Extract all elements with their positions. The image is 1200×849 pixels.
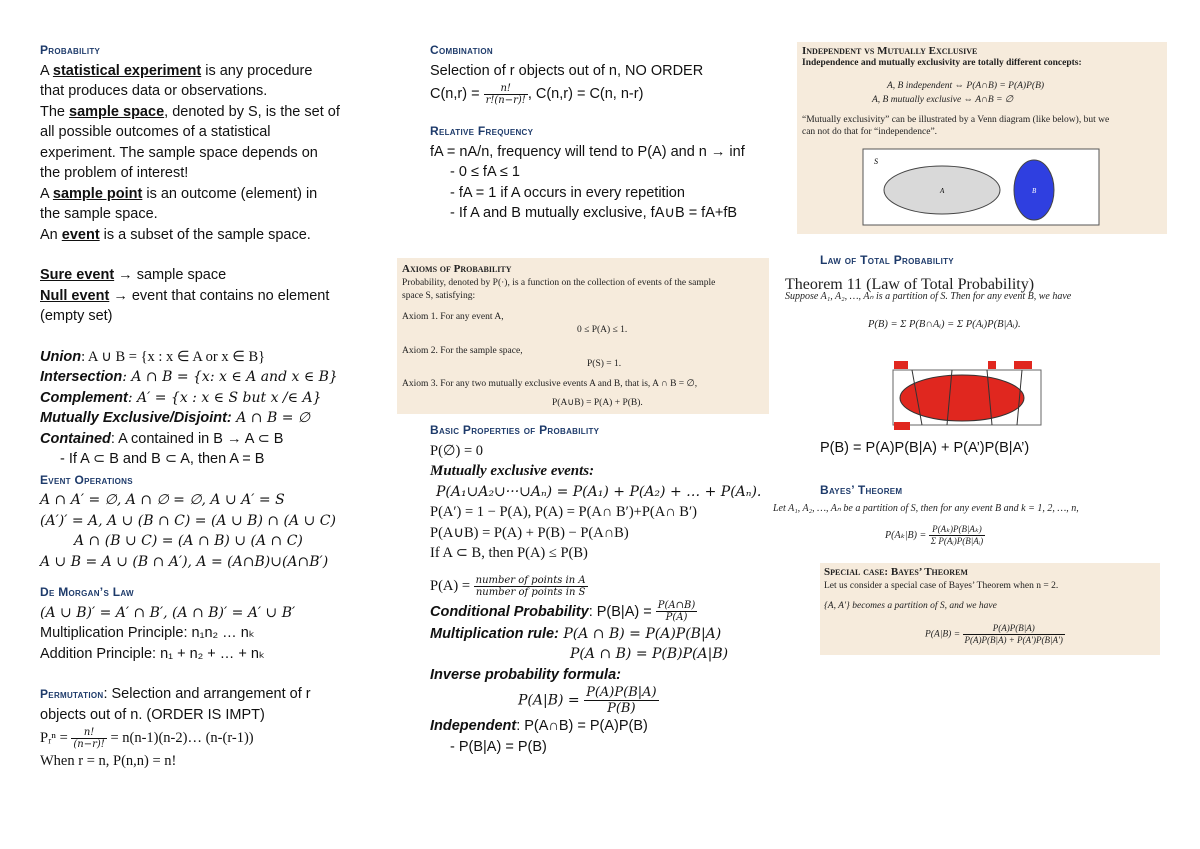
basic-properties-heading: Basic Properties of Probability	[430, 423, 600, 437]
statistical-experiment-def: A statistical experiment is any procedure	[40, 62, 313, 79]
special-bayes-formula: P(A|B) = $\frac{P(A)P(B|A)}{P(A)P(B|A) + P(A')P(B|A')}$	[925, 623, 1063, 645]
probability-heading: Probability	[40, 43, 101, 57]
bayes-sub: Let A₁, A₂, …, Aₙ be a partition of S, then for any event B and k = 1, 2, …, n,	[773, 503, 1079, 514]
relfreq-item: - 0 ≤ fA ≤ 1	[450, 164, 520, 180]
op-line: A ∪ B = A ∪ (B ∩ A′), A = (A∩B)∪(A∩B′)	[40, 553, 329, 570]
mutex-def: Mutually Exclusive/Disjoint: A ∩ B = ∅	[40, 410, 311, 426]
special-bayes-sub: {A, A′} becomes a partition of S, and we have	[824, 601, 997, 611]
venn-a-label: A	[940, 187, 945, 195]
text-line: objects out of n. (ORDER IS IMPT)	[40, 706, 265, 723]
axiom-1-formula: 0 ≤ P(A) ≤ 1.	[577, 325, 628, 335]
independence-formula: A, B independent ⇔ P(A∩B) = P(A)P(B)	[887, 81, 1045, 91]
independent-def: Independent: P(A∩B) = P(A)P(B)	[430, 718, 648, 734]
relfreq-item: - fA = 1 if A occurs in every repetition	[450, 184, 685, 201]
multiplication-rule: Multiplication rule: P(A ∩ B) = P(A)P(B|A)	[430, 625, 722, 642]
venn-b-label: B	[1032, 187, 1037, 195]
bayes-panel	[770, 503, 1190, 547]
partition-label-box	[1014, 361, 1032, 369]
ltp-title: Theorem 11 (Law of Total Probability)	[785, 276, 1035, 293]
text-line: the sample space.	[40, 206, 158, 222]
axiom-1: Axiom 1. For any event A,	[402, 312, 504, 322]
column-2-lower	[430, 420, 790, 757]
axioms-intro: Probability, denoted by P(·), is a function on the collection of events of the sample	[402, 278, 716, 288]
text-line: all possible outcomes of a statistical	[40, 124, 271, 140]
sure-event: Sure event → sample space	[40, 267, 227, 283]
axioms-panel	[397, 258, 769, 414]
law-total-probability-heading: Law of Total Probability	[820, 253, 954, 267]
addition-principle: Addition Principle: n₁ + n₂ + … + nₖ	[40, 645, 266, 662]
de-morgan-heading: De Morgan’s Law	[40, 585, 134, 599]
text-line: experiment. The sample space depends on	[40, 144, 318, 161]
combination-desc: Selection of r objects out of n, NO ORDER	[430, 62, 704, 79]
relative-frequency-def: fA = nA/n, frequency will tend to P(A) and n → inf	[430, 143, 745, 160]
independence-note: can not do that for “independence”.	[802, 127, 938, 137]
text-line: that produces data or observations.	[40, 83, 268, 99]
inverse-probability-formula: P(A|B) = $\frac{P(A)P(B|A)}{P(B)}$	[518, 685, 657, 716]
union-def: Union: A ∪ B = {x : x ∈ A or x ∈ B}	[40, 348, 266, 365]
partition-diagram	[892, 360, 1042, 432]
axiom-3-formula: P(A∪B) = P(A) + P(B).	[552, 398, 643, 408]
prop-line: P(∅) = 0	[430, 442, 484, 459]
axiom-2: Axiom 2. For the sample space,	[402, 346, 523, 356]
sample-space-def: The sample space, denoted by S, is the set of	[40, 103, 340, 120]
relfreq-item: - If A and B mutually exclusive, fA∪B = fA+fB	[450, 205, 738, 221]
complement-def: Complement: A′ = {x : x ∈ S but x /∈ A}	[40, 389, 322, 406]
partition-label-box	[894, 422, 910, 430]
column-3	[820, 250, 1180, 271]
ltp-formula: P(B) = Σ P(B∩Aᵢ) = Σ P(Aᵢ)P(B|Aᵢ).	[868, 319, 1021, 330]
op-line: (A′)′ = A, A ∪ (B ∩ C) = (A ∪ B) ∩ (A ∪ C)	[40, 512, 336, 529]
column-2	[430, 40, 780, 224]
venn-s-label: S	[874, 157, 878, 166]
multiplication-rule-2: P(A ∩ B) = P(B)P(A|B)	[570, 646, 729, 662]
bayes-formula: P(Aₖ|B) = $\frac{\text{P(Aₖ)P(B|Aₖ)}}{\text{Σ P(Aᵢ)P(B|Aᵢ)}}$	[885, 524, 984, 546]
event-operations-heading: Event Operations	[40, 472, 133, 487]
contained-sub: - If A ⊂ B and B ⊂ A, then A = B	[60, 451, 265, 467]
combination-heading: Combination	[430, 43, 493, 57]
null-event: Null event → event that contains no element	[40, 287, 330, 304]
axioms-intro: space S, satisfying:	[402, 291, 476, 301]
venn-diagram	[862, 148, 1102, 228]
independence-sub: Independence and mutually exclusivity are totally different concepts:	[802, 58, 1082, 68]
op-line: A ∩ (B ∪ C) = (A ∩ B) ∪ (A ∩ C)	[74, 533, 303, 549]
bayes-heading: Bayes’ Theorem	[820, 483, 903, 497]
column-1	[40, 40, 385, 772]
special-bayes-panel	[820, 563, 1160, 655]
ltp-simple-formula: P(B) = P(A)P(B|A) + P(A’)P(B|A’)	[820, 440, 1030, 456]
prop-line: P(A∪B) = P(A) + P(B) − P(A∩B)	[430, 524, 629, 541]
independence-title: Independent vs Mutually Exclusive	[802, 45, 978, 57]
independence-panel	[797, 42, 1167, 234]
de-morgan-law: (A ∪ B)′ = A′ ∩ B′, (A ∩ B)′ = A′ ∪ B′	[40, 604, 296, 621]
special-bayes-title: Special case: Bayes’ Theorem	[824, 566, 968, 578]
multiplication-principle: Multiplication Principle: n₁n₂ … nₖ	[40, 625, 255, 641]
text-line: the problem of interest!	[40, 165, 189, 181]
contained-def: Contained: A contained in B → A ⊂ B	[40, 430, 284, 447]
permutation-formula: Pᵣⁿ = $\frac{n!}{(n-r)!}$ = n(n-1)(n-2)… (n-(r-1))	[40, 727, 254, 751]
combination-formula: C(n,r) = $\frac{n!}{r!(n-r)!}$ , C(n,r) = C(n, n-r)	[430, 82, 644, 106]
prop-line: If A ⊂ B, then P(A) ≤ P(B)	[430, 545, 588, 561]
conditional-probability: Conditional Probability: P(B|A) = $\frac{P(A\cap B)}{P(A)}$	[430, 600, 696, 624]
partition-label-box	[894, 361, 908, 369]
axiom-2-formula: P(S) = 1.	[587, 359, 622, 369]
axiom-3: Axiom 3. For any two mutually exclusive events A and B, that is, A ∩ B = ∅,	[402, 379, 698, 389]
inverse-probability-label: Inverse probability formula:	[430, 666, 621, 683]
mutex-formula: A, B mutually exclusive ⇔ A∩B = ∅	[872, 95, 1014, 105]
op-line: A ∩ A′ = ∅, A ∩ ∅ = ∅, A ∪ A′ = S	[40, 492, 285, 508]
event-def: An event is a subset of the sample space.	[40, 226, 311, 243]
permutation-def: Permutation: Selection and arrangement of r	[40, 686, 311, 702]
ltp-panel	[780, 274, 1180, 434]
partition-label-box	[988, 361, 996, 369]
relative-frequency-heading: Relative Frequency	[430, 124, 534, 138]
independent-sub: - P(B|A) = P(B)	[450, 738, 547, 755]
independence-note: “Mutually exclusivity” can be illustrated by a Venn diagram (like below), but we	[802, 115, 1110, 125]
prop-line: P(A′) = 1 − P(A), P(A) = P(A∩ B′)+P(A∩ B′)	[430, 504, 697, 520]
intersection-def: Intersection: A ∩ B = {x: x ∈ A and x ∈ B}	[40, 369, 338, 385]
special-bayes-sub: Let us consider a special case of Bayes’ Theorem when n = 2.	[824, 581, 1059, 591]
classical-probability: P(A) = $\frac{\text{number of points in A}}{\text{number of points in S}}$	[430, 574, 586, 598]
text-line: (empty set)	[40, 308, 113, 324]
sample-point-def: A sample point is an outcome (element) in	[40, 185, 318, 202]
mutually-exclusive-label: Mutually exclusive events:	[430, 463, 595, 479]
axioms-title: Axioms of Probability	[402, 263, 512, 275]
ltp-sub: Suppose A₁, A₂, …, Aₙ is a partition of S. Then for any event B, we have	[785, 291, 1072, 302]
prop-line: P(A₁∪A₂∪···∪Aₙ) = P(A₁) + P(A₂) + … + P(Aₙ).	[436, 483, 762, 500]
partition-event-b	[900, 375, 1024, 421]
permutation-nn: When r = n, P(n,n) = n!	[40, 753, 177, 769]
